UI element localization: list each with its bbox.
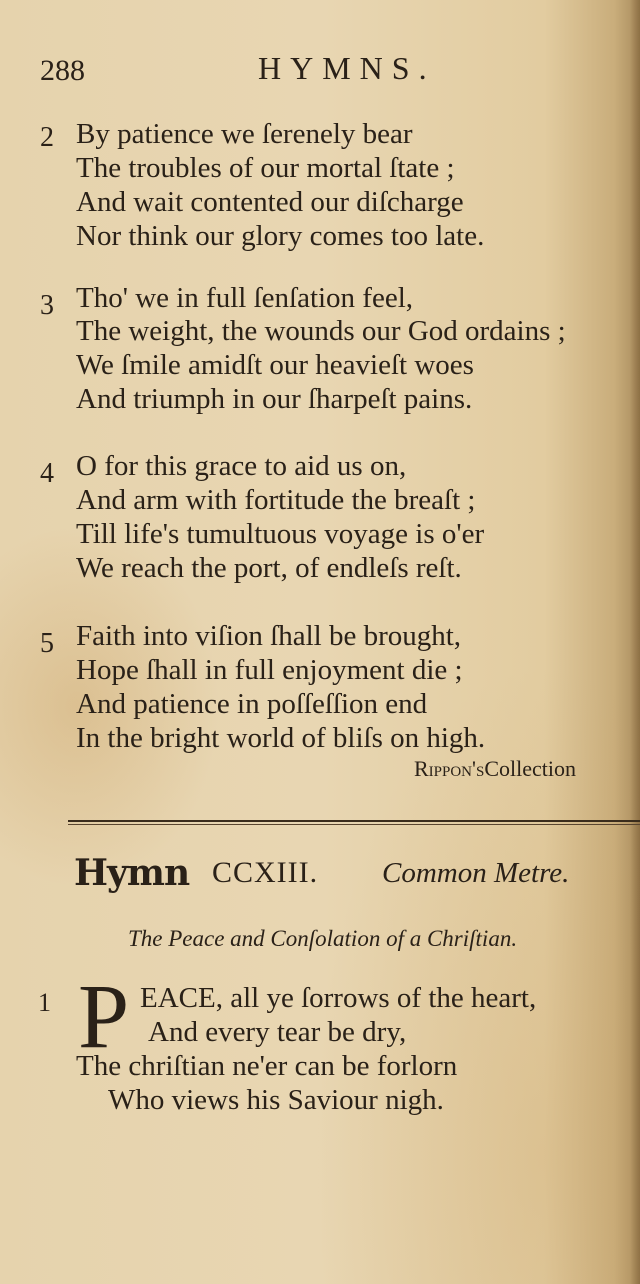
stanza-number: 5 (40, 628, 54, 659)
stanza-number: 2 (40, 122, 54, 153)
verse-line: We reach the port, of endleſs reſt. (76, 552, 462, 584)
verse-line: Hope ſhall in full enjoyment die ; (76, 654, 463, 686)
section-divider-thin (68, 824, 640, 825)
attribution-name: Rippon's (414, 756, 485, 781)
hymn-heading (0, 852, 640, 896)
verse-line: The troubles of our mortal ſtate ; (76, 152, 455, 184)
page-spine-shadow (630, 0, 640, 1284)
verse-line: Faith into viſion ſhall be brought, (76, 620, 462, 652)
verse-line: And wait contented our diſcharge (76, 186, 464, 218)
stanza-number: 4 (40, 458, 54, 489)
verse-line: By patience we ſerenely bear (76, 118, 413, 150)
verse-line: O for this grace to aid us on, (76, 450, 407, 482)
verse-line: And triumph in our ſharpeſt pains. (76, 383, 473, 415)
stanza-number: 1 (38, 988, 51, 1017)
verse-line: EACE, all ye ſorrows of the heart, (140, 982, 537, 1014)
section-divider (68, 820, 640, 822)
drop-cap: P (78, 965, 130, 1067)
verse-line: Till life's tumultuous voyage is o'er (76, 518, 485, 550)
verse-line: The chriſtian ne'er can be forlorn (76, 1050, 458, 1082)
hymn-meter: Common Metre. (382, 857, 570, 889)
verse-line: Nor think our glory comes too late. (76, 220, 485, 252)
hymn-subtitle: The Peace and Conſolation of a Chriſtian. (128, 926, 518, 951)
verse-line: Who views his Saviour nigh. (108, 1084, 444, 1116)
verse-line: In the bright world of bliſs on high. (76, 722, 486, 754)
running-header (0, 48, 640, 88)
verse-line: Tho' we in full ſenſation feel, (76, 282, 414, 314)
stanza-number: 3 (40, 290, 54, 321)
verse-line: The weight, the wounds our God ordains ; (76, 315, 566, 347)
hymn-label: Hymn (74, 852, 190, 894)
verse-line: And arm with fortitude the breaſt ; (76, 484, 476, 516)
running-title: HYMNS. (258, 50, 436, 86)
verse-line: And patience in poſſeſſion end (76, 688, 428, 720)
verse-line: We ſmile amidſt our heavieſt woes (76, 349, 474, 381)
attribution-rest: Collection (484, 756, 576, 781)
hymn-number: CCXIII. (212, 856, 319, 889)
page-number: 288 (40, 54, 85, 87)
attribution (414, 756, 576, 782)
verse-line: And every tear be dry, (148, 1016, 407, 1048)
